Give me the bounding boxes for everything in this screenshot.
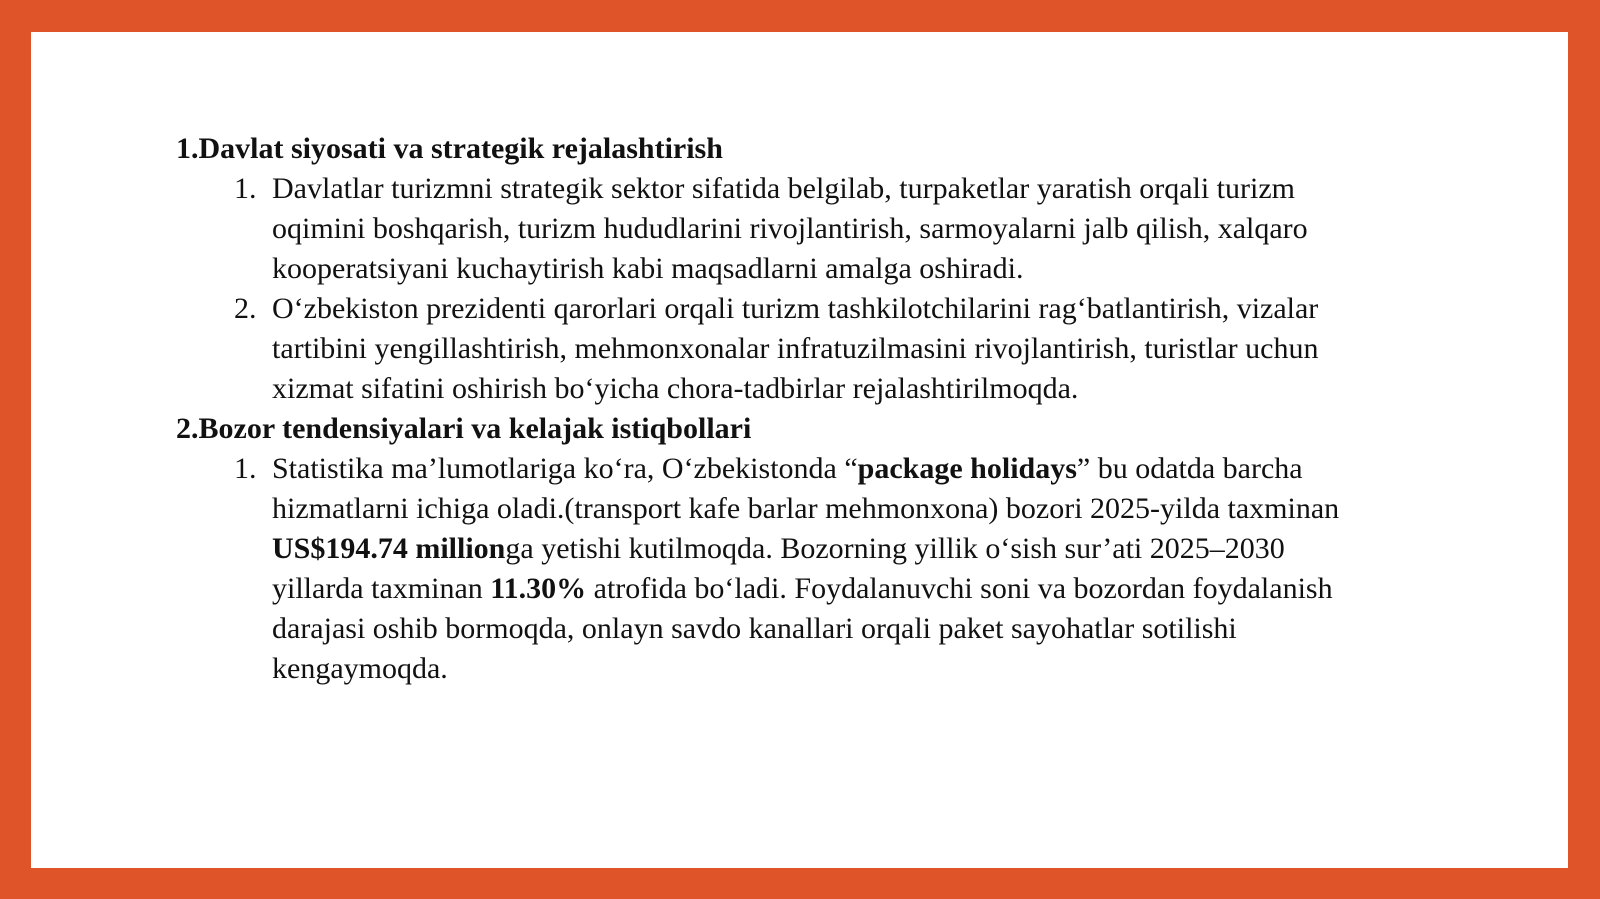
text-segment: atrofida bo‘ladi. Foydalanuvchi soni va bozordan foydalanish darajasi oshib bormoqda, onlayn savdo kanallari orqali paket sayohatlar sotilishi kengaymoqda. — [272, 572, 1333, 685]
text-segment: ” bu odatda barcha hizmatlarni ichiga oladi.(transport kafe barlar mehmonxona) bozori 2025-yilda taxminan — [272, 452, 1340, 525]
highlight-growth-rate: 11.30% — [490, 572, 587, 605]
highlight-market-value: US$194.74 million — [272, 532, 506, 565]
list-item — [176, 449, 1356, 689]
list-item — [176, 169, 1356, 289]
section-heading-policy: 1.Davlat siyosati va strategik rejalashtirish — [176, 132, 723, 165]
list-item-number: 1. — [234, 172, 257, 205]
market-list — [176, 449, 1356, 689]
text-segment: ga yetishi kutilmoqda. Bozorning yillik o‘sish sur’ati 2025–2030 yillarda taxminan — [272, 532, 1285, 605]
list-item-number: 1. — [234, 452, 257, 485]
slide — [31, 32, 1568, 868]
list-item — [176, 289, 1356, 409]
section-heading-market: 2.Bozor tendensiyalari va kelajak istiqbollari — [176, 412, 752, 445]
list-item-text: Davlatlar turizmni strategik sektor sifatida belgilab, turpaketlar yaratish orqali turizm oqimini boshqarish, turizm hududlarini rivojlantirish, sarmoyalarni jalb qilish, xalqaro kooperatsiyani kuchaytirish kabi maqsadlarni amalga oshiradi. — [272, 172, 1308, 285]
list-item-text — [272, 452, 1339, 685]
slide-content — [176, 129, 1356, 689]
list-item-number: 2. — [234, 292, 257, 325]
policy-list — [176, 169, 1356, 409]
text-segment: Statistika ma’lumotlariga ko‘ra, O‘zbekistonda “ — [272, 452, 858, 485]
list-item-text: O‘zbekiston prezidenti qarorlari orqali turizm tashkilotchilarini rag‘batlantirish, vizalar tartibini yengillashtirish, mehmonxonalar infratuzilmasini rivojlantirish, turistlar uchun xizmat sifatini oshirish bo‘yicha chora-tadbirlar rejalashtirilmoqda. — [272, 292, 1319, 405]
highlight-package-holidays: package holidays — [857, 452, 1077, 485]
